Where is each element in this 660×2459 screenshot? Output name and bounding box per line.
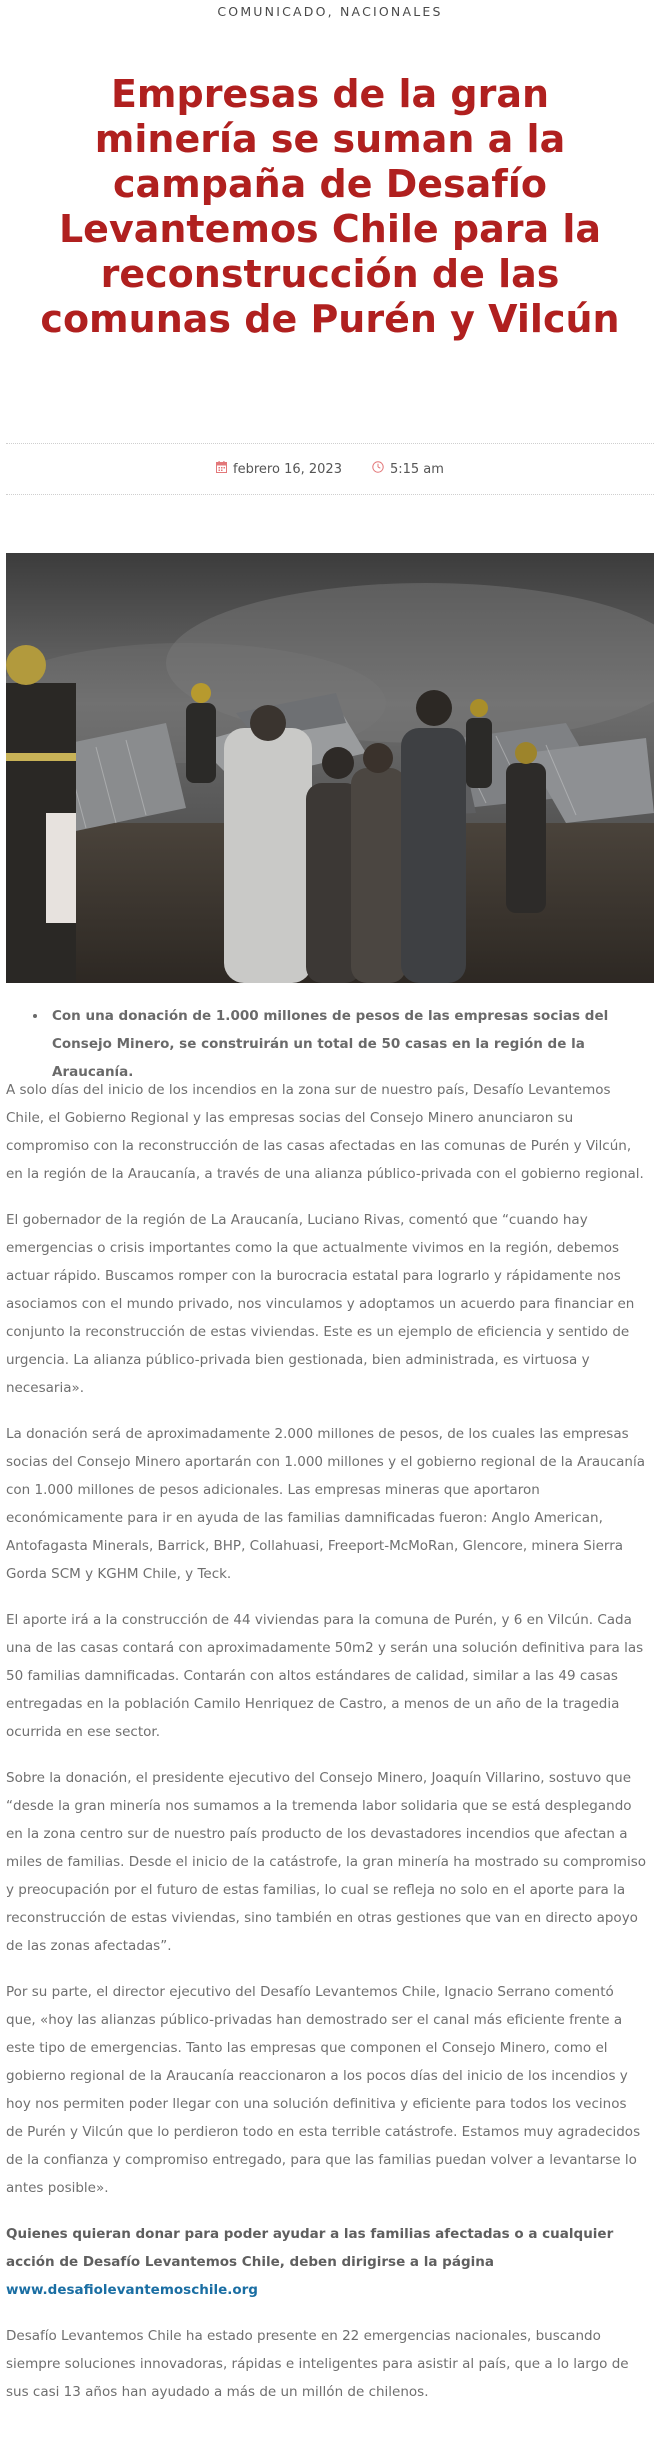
closing-paragraph: Desafío Levantemos Chile ha estado presente en 22 emergencias nacionales, buscando siempre soluciones innovadoras, rápidas e inteligentes para asistir al país, que a lo largo de sus casi 13 años han ayudado a más de un millón de chilenos. (6, 2328, 629, 2400)
post-time (372, 461, 444, 477)
lead-item: • Con una donación de 1.000 millones de pesos de las empresas socias del Consejo Minero, se construirán un total de 50 casas en la región de la Araucanía. (48, 1002, 648, 1086)
body-paragraph-1: A solo días del inicio de los incendios en la zona sur de nuestro país, Desafío Levantemos Chile, el Gobierno Regional y las empresas socias del Consejo Minero anunciaron su compromiso con la reconstrucción de las casas afectadas en las comunas de Purén y Vilcún, en la región de la Araucanía, a través de una alianza público-privada con el gobierno regional. (6, 1082, 644, 1182)
donation-link[interactable]: www.desafiolevantemoschile.org (6, 2282, 258, 2298)
post-meta (6, 443, 654, 495)
post-time-text: 5:15 am (389, 461, 444, 477)
donation-call-to-action (6, 2220, 646, 2304)
body-paragraph-3: La donación será de aproximadamente 2.000 millones de pesos, de los cuales las empresas socias del Consejo Minero aportarán con 1.000 millones y el gobierno regional de la Araucanía con 1.000 millones de pesos adicionales. Las empresas mineras que aportaron económicamente para ir en ayuda de las familias damnificadas fueron: Anglo American, Antofagasta Minerals, Barrick, BHP, Collahuasi, Freeport-McMoRan, Glencore, minera Sierra Gorda SCM y KGHM Chile, y Teck. (6, 1426, 646, 1582)
clock-icon (372, 461, 384, 477)
category-links (0, 4, 660, 19)
post-date (216, 461, 342, 477)
category-nacionales[interactable]: NACIONALES (340, 4, 443, 19)
category-separator: , (327, 4, 340, 19)
calendar-icon (216, 461, 227, 477)
category-comunicado[interactable]: COMUNICADO (217, 4, 328, 19)
cta-text: Quienes quieran donar para poder ayudar a las familias afectadas o a cualquier acción de Desafío Levantemos Chile, deben dirigirse a la página (6, 2226, 614, 2270)
body-paragraph-2: El gobernador de la región de La Araucanía, Luciano Rivas, comentó que “cuando hay emergencias o crisis importantes como la que actualmente vivimos en la región, debemos actuar rápido. Buscamos romper con la burocracia estatal para lograrlo y rápidamente nos asociamos con el mundo privado, nos vinculamos y adoptamos un acuerdo para financiar en conjunto la reconstrucción de estas viviendas. Este es un ejemplo de eficiencia y sentido de urgencia. La alianza público-privada bien gestionada, bien administrada, es virtuosa y necesaria». (6, 1212, 635, 1396)
article-title: Empresas de la gran minería se suman a la campaña de Desafío Levantemos Chile para la reconstrucción de las comunas de Purén y Vilcún (40, 72, 620, 341)
featured-image (6, 553, 654, 983)
body-paragraph-5: Sobre la donación, el presidente ejecutivo del Consejo Minero, Joaquín Villarino, sostuvo que “desde la gran minería nos sumamos a la tremenda labor solidaria que se está desplegando en la zona centro sur de nuestro país producto de los devastadores incendios que afectan a miles de familias. Desde el inicio de la catástrofe, la gran minería ha mostrado su compromiso y preocupación por el futuro de estas familias, lo cual se refleja no solo en el aporte para la reconstrucción de estas viviendas, sino también en otras gestiones que van en directo apoyo de las zonas afectadas”. (6, 1770, 646, 1954)
article-body (6, 1076, 646, 2424)
lead-list (28, 1002, 648, 1086)
body-paragraph-4: El aporte irá a la construcción de 44 viviendas para la comuna de Purén, y 6 en Vilcún. Cada una de las casas contará con aproximadamente 50m2 y serán una solución definitiva para las 50 familias damnificadas. Contarán con altos estándares de calidad, similar a las 49 casas entregadas en la población Camilo Henriquez de Castro, a menos de un año de la tragedia ocurrida en ese sector. (6, 1612, 644, 1740)
post-date-text: febrero 16, 2023 (233, 461, 342, 477)
body-paragraph-6: Por su parte, el director ejecutivo del Desafío Levantemos Chile, Ignacio Serrano comentó que, «hoy las alianzas público-privadas han demostrado ser el canal más eficiente frente a este tipo de emergencias. Tanto las empresas que componen el Consejo Minero, como el gobierno regional de la Araucanía reaccionaron a los pocos días del inicio de los incendios y hoy nos permiten poder llegar con una solución definitiva y eficiente para todos los vecinos de Purén y Vilcún que lo perdieron todo en esta terrible catástrofe. Estamos muy agradecidos de la confianza y compromiso entregado, para que las familias puedan volver a levantarse lo antes posible». (6, 1984, 641, 2196)
